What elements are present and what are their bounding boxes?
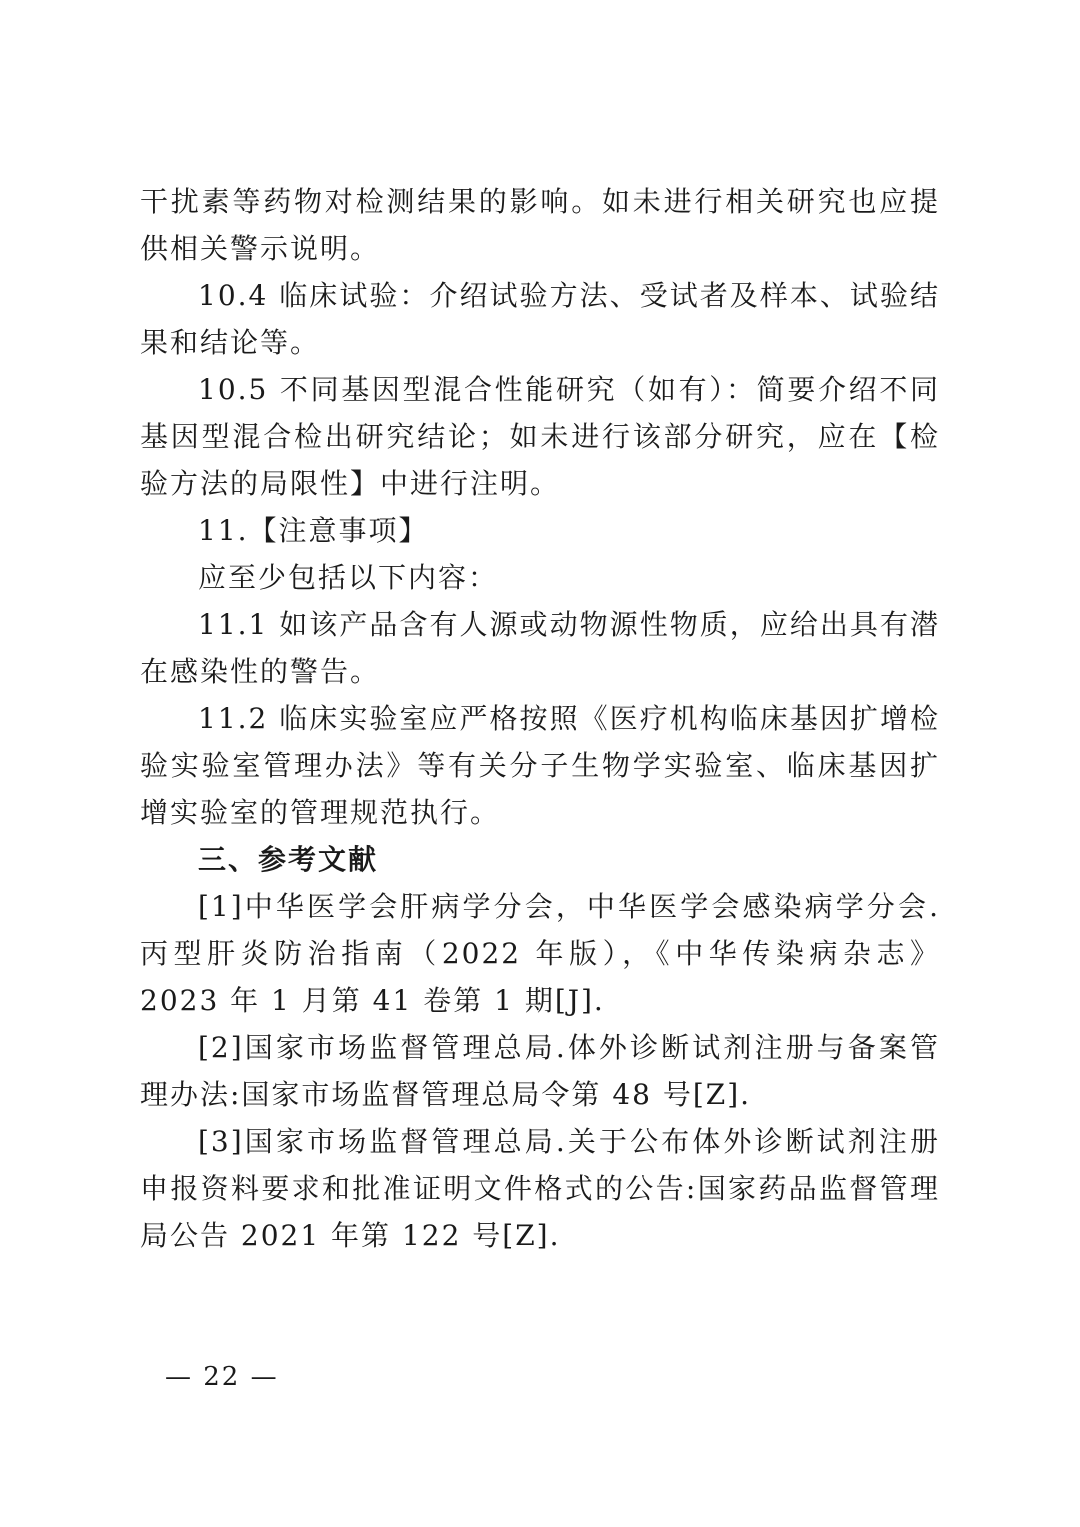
section-11-precautions-title: 11.【注意事项】: [198, 514, 429, 547]
page-number: — 22 —: [165, 1362, 279, 1392]
paragraph-11-1: 11.1 如该产品含有人源或动物源性物质，应给出具有潜在感染性的警告。: [140, 608, 940, 688]
paragraph-10-5-genotype-mixing: 10.5 不同基因型混合性能研究（如有）：简要介绍不同基因型混合检出研究结论；如未进行该部分研究，应在【检验方法的局限性】中进行注明。: [140, 373, 940, 500]
paragraph-continuation: 干扰素等药物对检测结果的影响。如未进行相关研究也应提供相关警示说明。: [140, 185, 940, 265]
body-text: [140, 178, 940, 1259]
paragraph-10-4-clinical-trial: 10.4 临床试验：介绍试验方法、受试者及样本、试验结果和结论等。: [140, 279, 940, 359]
paragraph-11-2: 11.2 临床实验室应严格按照《医疗机构临床基因扩增检验实验室管理办法》等有关分子生物学实验室、临床基因扩增实验室的管理规范执行。: [140, 702, 940, 829]
paragraph-11-intro: 应至少包括以下内容：: [198, 561, 499, 594]
reference-3: [3]国家市场监督管理总局.关于公布体外诊断试剂注册申报资料要求和批准证明文件格式的公告:国家药品监督管理局公告 2021 年第 122 号[Z].: [140, 1125, 940, 1252]
reference-2: [2]国家市场监督管理总局.体外诊断试剂注册与备案管理办法:国家市场监督管理总局令第 48 号[Z].: [140, 1031, 940, 1111]
reference-1: [1]中华医学会肝病学分会，中华医学会感染病学分会.丙型肝炎防治指南（2022 年版），《中华传染病杂志》2023 年 1 月第 41 卷第 1 期[J].: [140, 890, 940, 1017]
references-heading: 三、参考文献: [198, 843, 379, 876]
